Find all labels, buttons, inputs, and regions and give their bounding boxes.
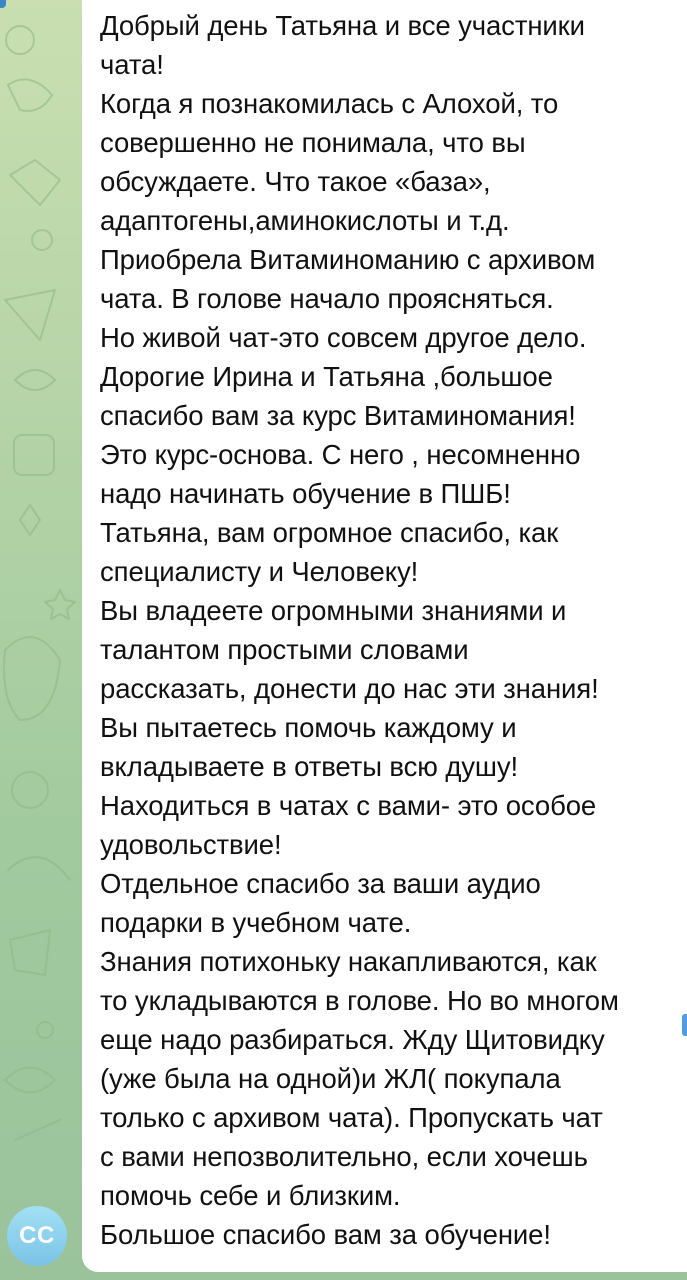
scroll-indicator[interactable] — [682, 1014, 687, 1036]
message-text: Добрый день Татьяна и все участники чата! Когда я познакомилась с Алохой, то совершенно не понимала, что вы обсуждаете. Что такое «база», адаптогены,аминокислоты и т.д. Приобрела Витаминоманию с архивом чата. В голове начало проясняться. Но живой чат-это совсем другое дело. Дорогие Ирина и Татьяна ,большое спасибо вам за курс Витаминомания! Это курс-основа. С него , несомненно надо начинать обучение в ПШБ! Татьяна, вам огромное спасибо, как специалисту и Человеку! Вы владеете огромными знаниями и талантом простыми словами рассказать, донести до нас эти знания! Вы пытаетесь помочь каждому и вкладываете в ответы всю душу! Находиться в чатах с вами- это особое удовольствие! Отдельное спасибо за ваши аудио подарки в учебном чате. Знания потихоньку накапливаются, как то укладываются в голове. Но во многом еще надо разбираться. Жду Щитовидку (уже была на одной)и ЖЛ( покупала только с архивом чата). Пропускать чат с вами непозволительно, если хочешь помочь себе и близким. Большое спасибо вам за обучение! — [100, 10, 619, 1250]
doodle-small-circle-icon — [37, 1022, 53, 1038]
doodle-bow-icon — [15, 370, 55, 390]
doodle-star-icon — [45, 590, 75, 619]
doodle-dot-icon — [32, 230, 52, 250]
doodle-eye-icon — [5, 1068, 55, 1093]
doodle-dino-icon — [4, 637, 60, 720]
doodle-circle-icon — [6, 26, 34, 54]
doodle-diamond-icon — [20, 505, 40, 535]
doodle-ring-icon — [12, 772, 48, 808]
message-bubble[interactable] — [82, 0, 687, 1272]
doodle-line-icon — [15, 1120, 60, 1140]
doodle-card-icon — [10, 930, 50, 975]
doodle-pizza-icon — [5, 290, 55, 340]
sender-avatar[interactable] — [7, 1206, 67, 1266]
doodle-leaf-icon — [8, 79, 52, 111]
doodle-rainbow-icon — [8, 857, 70, 880]
avatar-initials: CC — [19, 1222, 55, 1249]
doodle-box-icon — [14, 435, 54, 475]
doodle-cat-icon — [10, 160, 60, 205]
